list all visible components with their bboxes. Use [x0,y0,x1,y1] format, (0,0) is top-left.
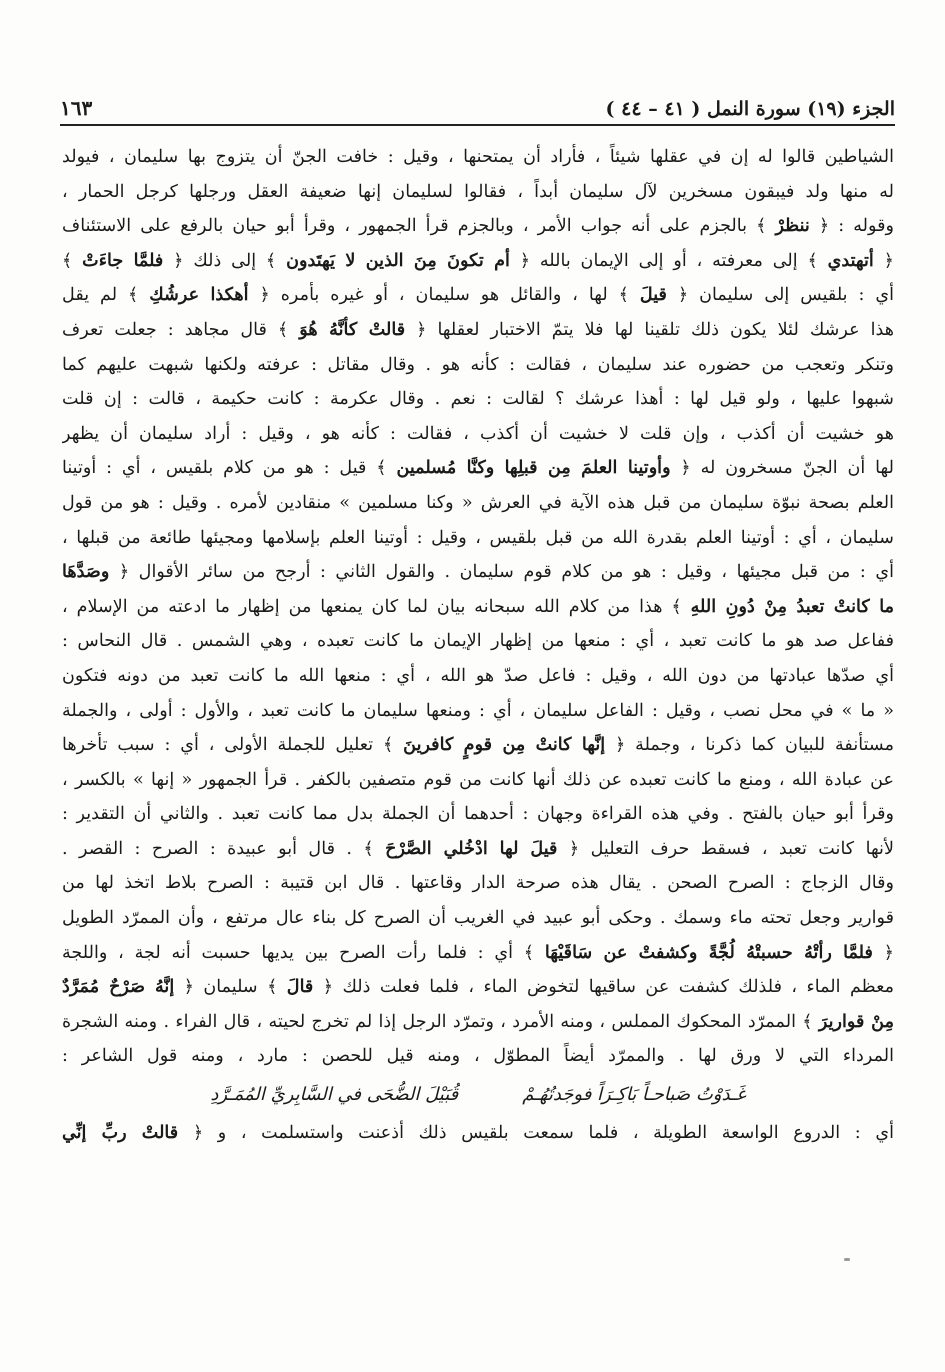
page-number: ١٦٣ [60,96,93,120]
text-line [62,486,894,521]
text-line [62,624,894,659]
line-segment: قوارير وجعل تحته ماء وسمك . وحكى أبو عبيد في الغريب أن الصرح كل بناء عال مرتفع ، وأن الممرّد الطويل [62,908,894,929]
text-line [62,728,894,763]
line-segment: هو خشيت أن أكذب ، وإن قلت لا خشيت أن أكذب ، فقالت : كأنه هو ، وقيل : أراد سليمان أن يظهر [62,423,894,444]
quran-quote: قالتْ ربِّ إنِّي [62,1122,179,1144]
line-segment: ﴾ هذا من كلام الله سبحانه بيان لما كان يمنعها من إظهار ما ادعته من الإسلام ، [62,596,691,617]
line-segment: ﴾ قيل : هو من كلام بلقيس ، أي : أوتينا [62,458,397,479]
line-segment: ﴾ إلى ذلك ﴿ [163,250,287,271]
line-segment: ﴾ بالجزم على أنه جواب الأمر ، وبالجزم قرأ الجمهور ، وقرأ أبو حيان بالرفع على الاستئناف [62,216,776,237]
text-line [62,694,894,729]
line-segment: ﴿ [872,942,894,963]
text-line [62,244,894,279]
line-segment: ففاعل صد هو ما كانت تعبد ، أي : منعها من إظهار الإيمان ما كانت تعبده ، وهي الشمس . قال النحاس : [62,631,894,652]
poem-hemistich-second: قُبَيْلَ الضُّحَى في السَّابِريِّ المُمَـرَّدِ [210,1084,459,1106]
text-lines [62,140,894,1074]
text-line [62,970,894,1005]
line-segment: له منها ولد فيبقون مسخرين لآل سليمان أبداً ، فقالوا لسليمان إنها ضعيفة العقل ورجلها كرجل الحمار ، [62,181,894,202]
line-segment: ﴾ . قال أبو عبيدة : الصرح : القصر . [62,838,386,859]
quran-quote: ما كانتْ تعبدُ مِنْ دُونِ اللهِ [690,595,894,617]
line-segment: ﴾ الممرّد المحكوك المملس ، ومنه الأمرد ، وتمرّد الرجل إذا لم تخرج لحيته ، قال الفراء . ومنه الشجرة [62,1011,819,1032]
line-segment: مستأنفة للبيان كما ذكرنا ، وجملة ﴿ [605,735,894,756]
quran-quote: وأوتينا العلمَ مِن قبلِها وكنَّا مُسلمين [396,457,671,479]
text-line [62,659,894,694]
text-line [62,348,894,383]
running-head: الجزء (١٩) سورة النمل ( ٤١ – ٤٤ ) [605,98,895,120]
text-line [62,1039,894,1074]
header-rule [60,124,895,126]
line-segment: وقال الزجاج : الصرح الصحن . يقال هذه صرحة الدار وقاعتها . قال ابن قتيبة : الصرح بلاط اتخذ لها من [62,873,894,894]
line-segment: سليمان ، أي : أوتينا العلم بقدرة الله من قبل بلقيس ، وقيل : أوتينا العلم بإسلامها ومجيئها طائعة من قبلها ، [62,527,894,548]
line-segment: شبهوا عليها ، ولو قيل لها : أهذا عرشك ؟ لقالت : نعم . وقال عكرمة : كانت حكيمة ، قالت : إن قلت [62,389,894,410]
margin-mark [844,1258,850,1261]
text-line [62,1005,894,1040]
line-segment: « ما » في محل نصب ، وقيل : الفاعل سليمان ، أي : ومنعها سليمان ما كانت تعبد ، والأول : أولى ، والجملة [62,700,894,721]
line-segment: ﴾ إلى معرفته ، أو إلى الإيمان بالله ﴿ [509,250,828,271]
text-line [62,866,894,901]
line-segment: لأنها كانت تعبد ، فسقط حرف التعليل ﴿ [557,838,894,859]
text-line [62,417,894,452]
quran-quote: إنَّها كانتْ مِن قومٍ كافرينَ [403,734,606,756]
line-segment: وتنكر وتعجب من حضوره عند سليمان ، فقالت : كأنه هو . وقال مقاتل : عرفته ولكنها شبهت عليهم كما [62,354,894,375]
text-line [62,555,894,590]
quran-quote: قالتْ كأنَّهُ هُوَ [299,318,406,340]
text-line [62,797,894,832]
line-segment: ﴾ قال مجاهد : جعلت تعرف [62,319,300,340]
line-segment: ﴾ تعليل للجملة الأولى ، أي : سبب تأخرها [62,735,404,756]
quran-quote: مِنْ قواريرَ [818,1010,894,1032]
line-segment: الشياطين قالوا له إن في عقلها شيئاً ، فأراد أن يمتحنها ، وقيل : خافت الجنّ أن يتزوج بها سليمان ، فيولد [62,147,894,167]
text-line [62,278,894,313]
poem-hemistich-first: غَـدَوْتُ صَباحـاً بَاكِـرَاً فوجَدتُهُـمْ [522,1084,746,1106]
text-line-last [62,1116,894,1151]
quran-quote: قيلَ لها ادْخُلي الصَّرْحَ [385,837,558,859]
line-segment: هذا عرشك لئلا يكون ذلك تلقينا لها فلا يتمّ الاختبار لعقلها ﴿ [405,319,894,340]
line-segment: معظم الماء ، فلذلك كشفت عن ساقيها لتخوض الماء ، فلما فعلت ذلك ﴿ [313,977,894,998]
line-segment: ﴾ لها ، والقائل هو سليمان ، أو غيره بأمره ﴿ [248,285,640,306]
line-segment: ﴾ أي : فلما رأت الصرح بين يديها حسبت أنه لجة ، واللجة [62,942,545,963]
poem-verse [62,1074,894,1116]
page-header [60,86,895,120]
quran-quote: أهكذا عرشُكِ [149,284,249,306]
text-line [62,175,894,210]
line-segment: ﴾ لم يقل [62,285,150,306]
text-line [62,901,894,936]
text-line [62,936,894,971]
line-segment: العلم بصحة نبوّة سليمان من قبل هذه الآية في العرش « وكنا مسلمين » منقادين لأمره . وقيل : هو من قول [62,492,894,513]
quran-quote: إنَّهُ صَرْحٌ مُمَرَّدٌ [62,976,175,998]
quran-quote: فلمَّا رأتْهُ حسبتْهُ لُجَّةً وكشفتْ عن سَاقَيْهَا [544,941,873,963]
line-segment: أي : من قبل مجيئها ، وقيل : هو من كلام قوم سليمان . والقول الثاني : أرجح من سائر الأقوال ﴿ [109,562,894,583]
text-line [62,382,894,417]
line-segment: وقرأ أبو حيان بالفتح . وفي هذه القراءة وجهان : أحدهما أن الجملة بدل مما كانت تعبد . والثاني أن التقدير : [62,804,894,825]
quran-quote: قالَ [286,976,314,998]
line-segment: أي : بلقيس إلى سليمان ﴿ [666,285,894,306]
text-line [62,140,894,175]
text-line [62,451,894,486]
line-segment: أي صدّها عبادتها من دون الله ، وقيل : فاعل صدّ هو الله ، أي : منعها الله ما كانت تعبد من دونه فتكون [62,665,894,686]
text-line [62,313,894,348]
text-line [62,763,894,798]
text-line [62,590,894,625]
line-segment: أي : الدروع الواسعة الطويلة ، فلما سمعت بلقيس ذلك أذعنت واستسلمت ، و ﴿ [178,1123,894,1144]
line-segment: وقوله : ﴿ [809,216,894,237]
body-text [62,140,894,1151]
line-segment: لها أن الجنّ مسخرون له ﴿ [670,458,894,479]
quran-quote: ننظرْ [775,215,810,237]
text-line [62,832,894,867]
line-segment: عن عبادة الله ، ومنع ما كانت تعبده عن ذلك أنها كانت من قوم متصفين بالكفر . قرأ الجمهور « إنها » بالكسر ، [62,769,894,790]
text-line [62,209,894,244]
quran-quote: أم تكونَ مِنَ الذين لا يَهتَدون [286,249,510,271]
line-segment: ﴾ سليمان ﴿ [174,977,287,998]
line-segment: ﴿ [873,250,894,271]
line-segment: ﴾ [62,250,83,271]
quran-quote: قيلَ [639,284,667,306]
quran-quote: أتهتدي [827,249,874,271]
quran-quote: فلمَّا جاءَتْ [82,249,164,271]
line-segment: المرداء التي لا ورق لها . والممرّد أيضاً المطوّل ، ومنه قيل للحصن : مارد ، ومنه قول الشاعر : [62,1046,894,1067]
text-line [62,521,894,556]
quran-quote: وصَدَّهَا [62,561,110,583]
